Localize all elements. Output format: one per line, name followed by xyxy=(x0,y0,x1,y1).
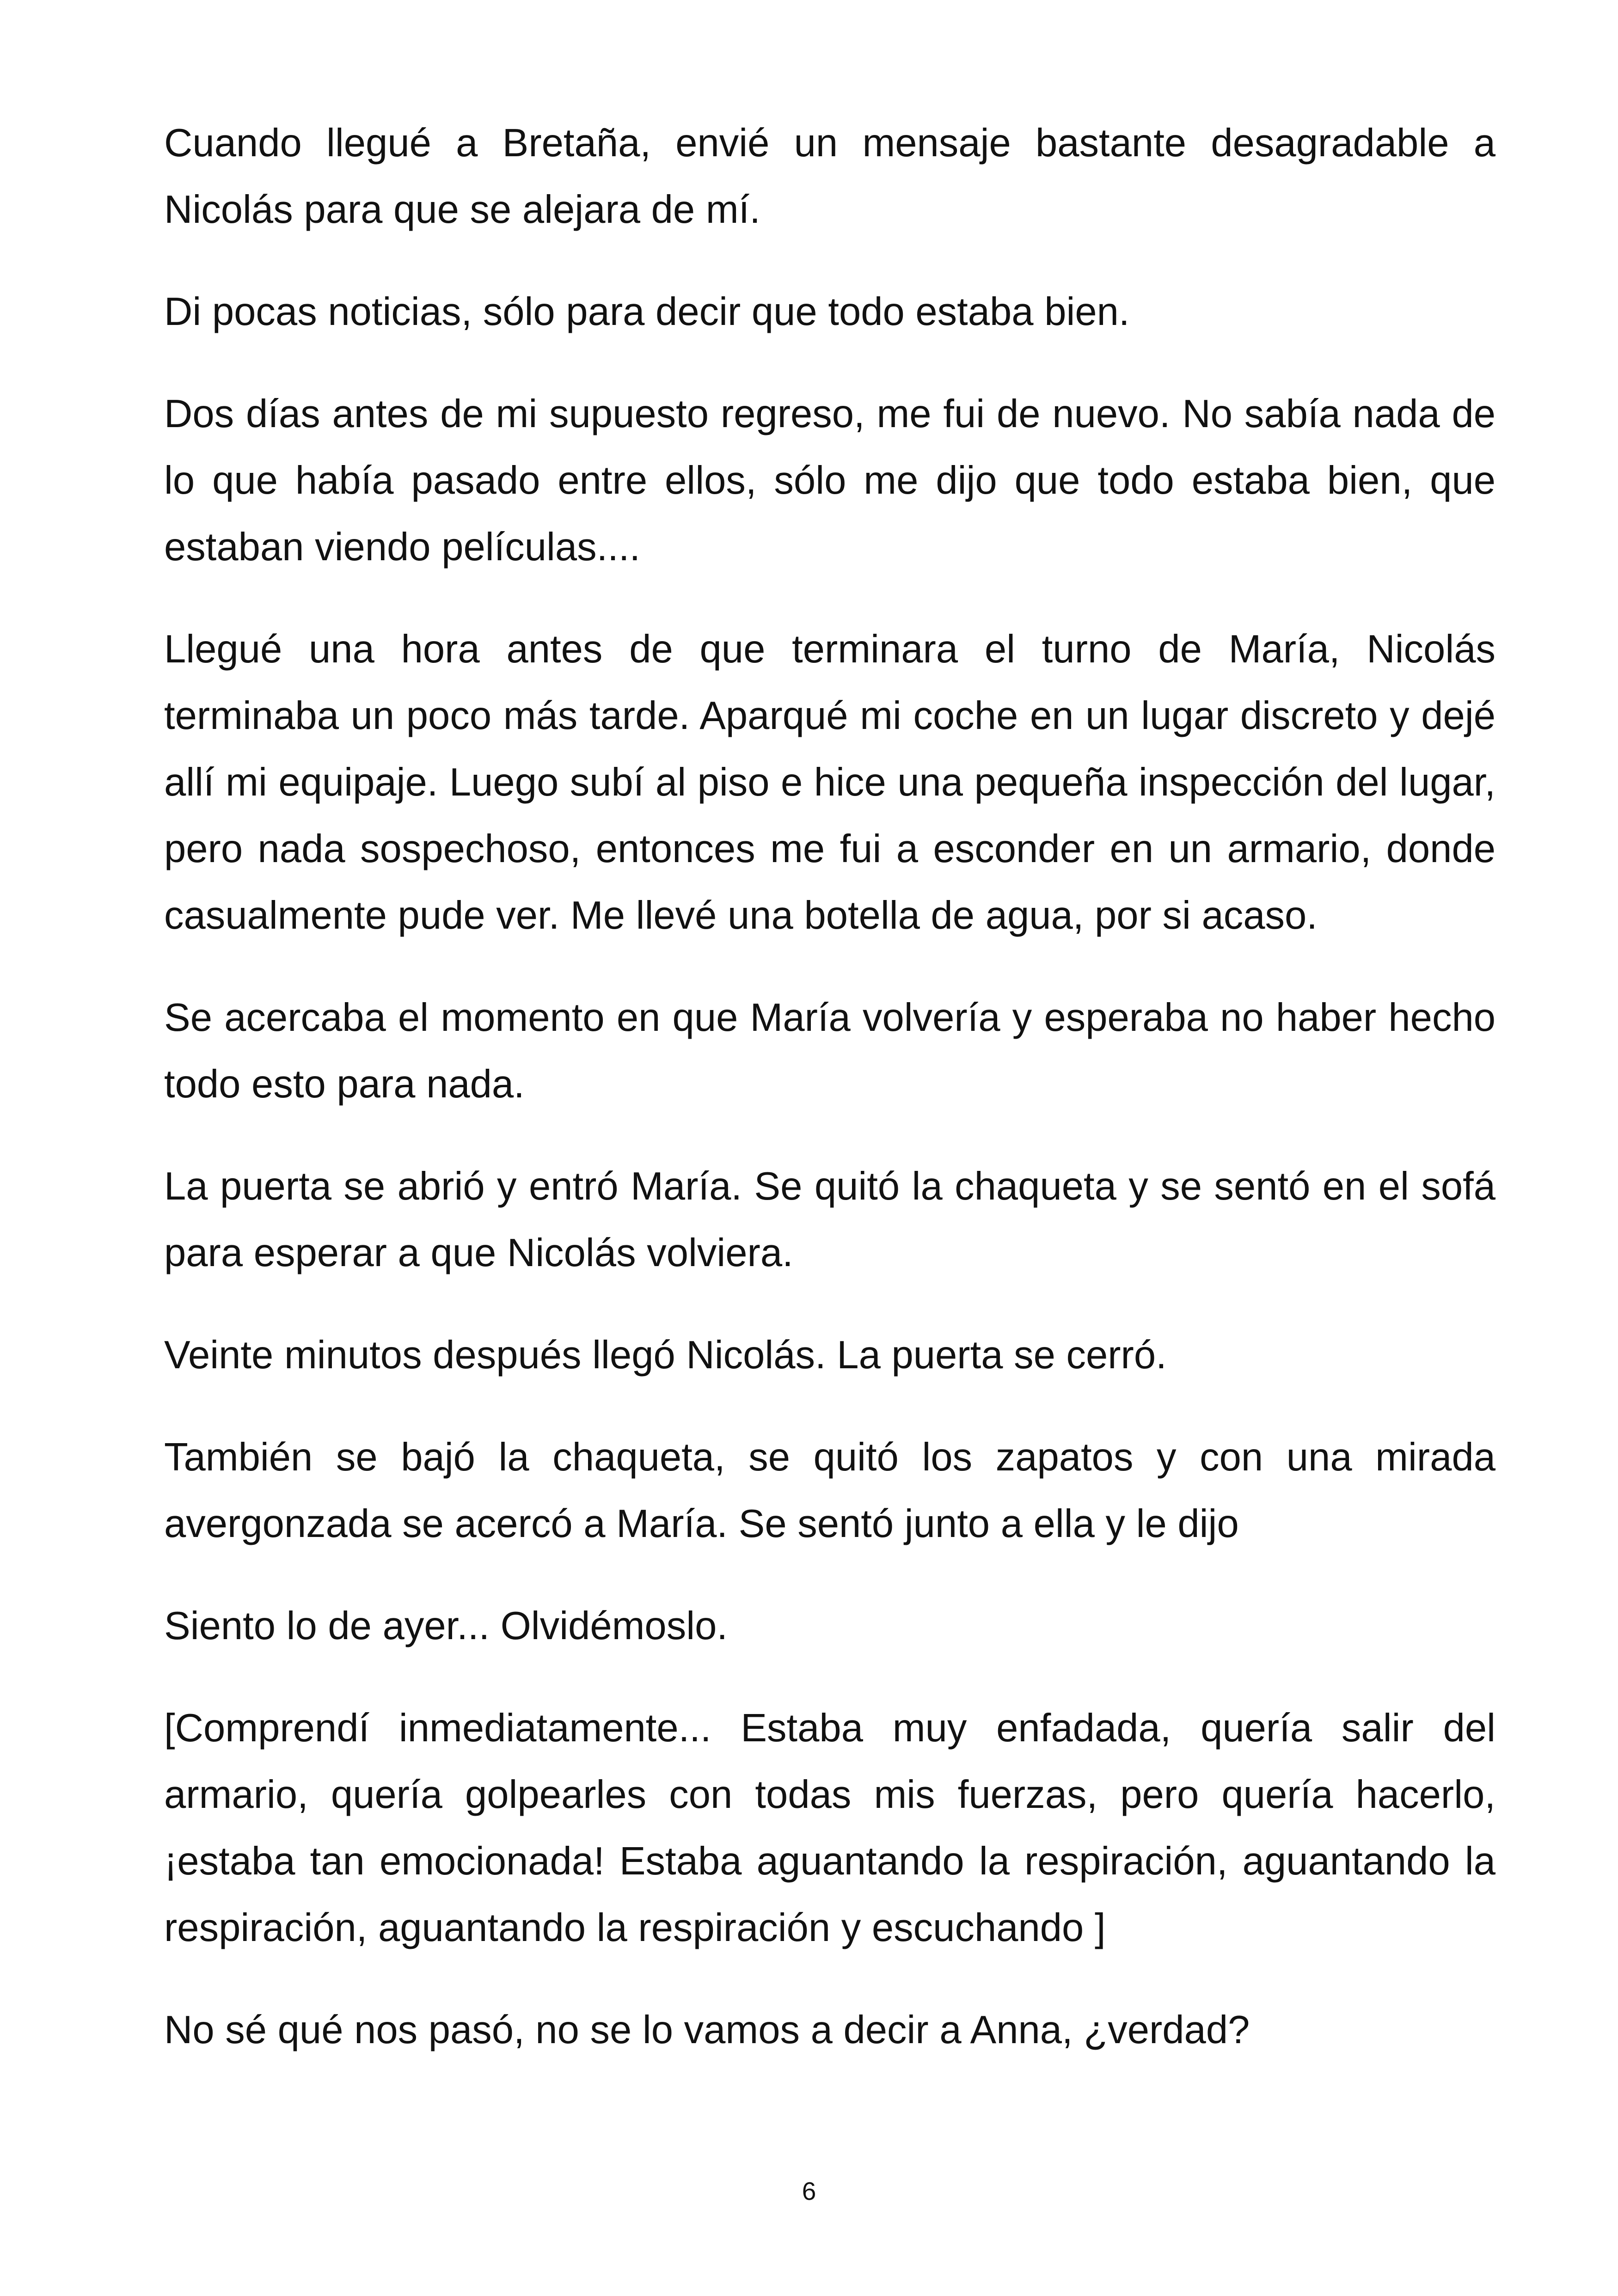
page-body xyxy=(164,110,1495,2099)
paragraph: La puerta se abrió y entró María. Se quitó la chaqueta y se sentó en el sofá para esperar a que Nicolás volviera. xyxy=(164,1164,1495,1275)
paragraph: Llegué una hora antes de que terminara el turno de María, Nicolás terminaba un poco más tarde. Aparqué mi coche en un lugar discreto y dejé allí mi equipaje. Luego subí al piso e hice una pequeña inspección del lugar, pero nada sospechoso, entonces me fui a esconder en un armario, donde casualmente pude ver. Me llevé una botella de agua, por si acaso. xyxy=(164,627,1495,937)
paragraph: [Comprendí inmediatamente... Estaba muy enfadada, quería salir del armario, quería golpearles con todas mis fuerzas, pero quería hacerlo, ¡estaba tan emocionada! Estaba aguantando la respiración, aguantando la respiración, aguantando la respiración y escuchando ] xyxy=(164,1706,1495,1950)
paragraph: También se bajó la chaqueta, se quitó los zapatos y con una mirada avergonzada se acercó a María. Se sentó junto a ella y le dijo xyxy=(164,1435,1495,1546)
paragraph: Veinte minutos después llegó Nicolás. La puerta se cerró. xyxy=(164,1333,1167,1377)
paragraph: Se acercaba el momento en que María volvería y esperaba no haber hecho todo esto para nada. xyxy=(164,996,1495,1106)
page-number: 6 xyxy=(802,2177,816,2205)
paragraph: Siento lo de ayer... Olvidémoslo. xyxy=(164,1604,728,1648)
paragraph: No sé qué nos pasó, no se lo vamos a decir a Anna, ¿verdad? xyxy=(164,2008,1250,2052)
paragraph: Di pocas noticias, sólo para decir que todo estaba bien. xyxy=(164,290,1130,334)
paragraph: Cuando llegué a Bretaña, envié un mensaje bastante desagradable a Nicolás para que se alejara de mí. xyxy=(164,121,1495,232)
paragraph: Dos días antes de mi supuesto regreso, me fui de nuevo. No sabía nada de lo que había pasado entre ellos, sólo me dijo que todo estaba bien, que estaban viendo películas.... xyxy=(164,392,1495,569)
